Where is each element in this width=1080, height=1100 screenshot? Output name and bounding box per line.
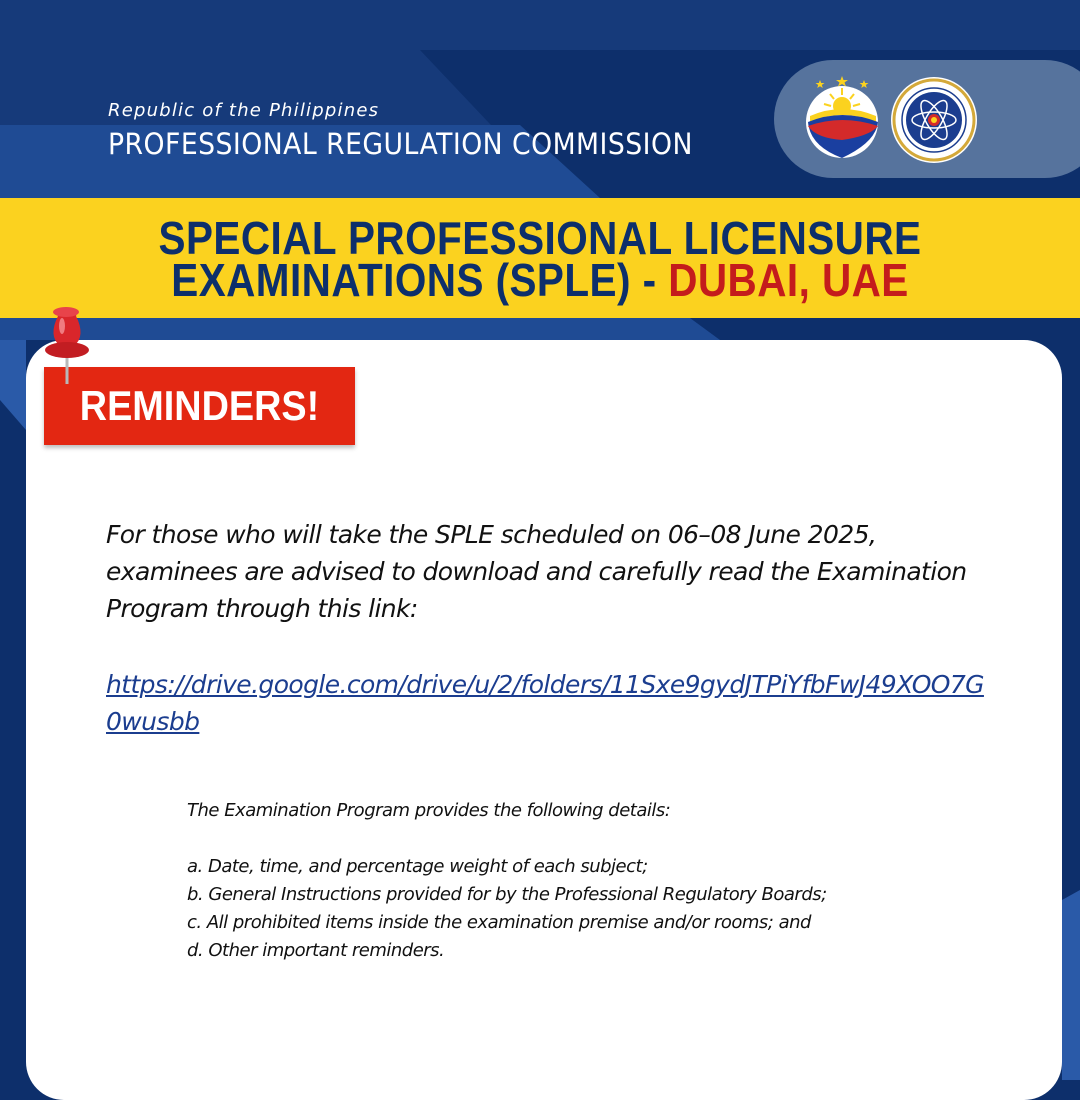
list-item: a. Date, time, and percentage weight of each subject; xyxy=(187,856,648,877)
flag-logo-icon xyxy=(800,76,884,160)
list-item: c. All prohibited items inside the examination premise and/or rooms; and xyxy=(187,912,811,933)
banner-title-line1: SPECIAL PROFESSIONAL LICENSURE xyxy=(158,212,922,264)
program-link[interactable]: https://drive.google.com/drive/u/2/folders/11Sxe9gydJTPiYfbFwJ49XOO7G0wusbb xyxy=(106,670,984,736)
reminders-label: REMINDERS! xyxy=(79,382,320,429)
banner-location: DUBAI, UAE xyxy=(668,254,909,306)
intro-paragraph: For those who will take the SPLE scheduled on 06–08 June 2025, examinees are advised to download and carefully read the Examination Program through this link: xyxy=(106,520,967,623)
list-item: b. General Instructions provided for by the Professional Regulatory Boards; xyxy=(187,884,827,905)
pushpin-icon xyxy=(40,306,96,386)
agency-name: PROFESSIONAL REGULATION COMMISSION xyxy=(108,127,693,161)
prc-seal-icon xyxy=(890,76,978,164)
details-list xyxy=(187,853,987,965)
banner-title-prefix: EXAMINATIONS (SPLE) - xyxy=(171,254,669,306)
republic-label: Republic of the Philippines xyxy=(108,100,380,121)
banner-title-line2 xyxy=(65,254,1015,306)
list-item: d. Other important reminders. xyxy=(187,940,445,961)
header xyxy=(108,100,744,161)
title-banner xyxy=(0,198,1080,318)
details-section xyxy=(187,797,987,965)
details-intro: The Examination Program provides the following details: xyxy=(187,800,671,821)
